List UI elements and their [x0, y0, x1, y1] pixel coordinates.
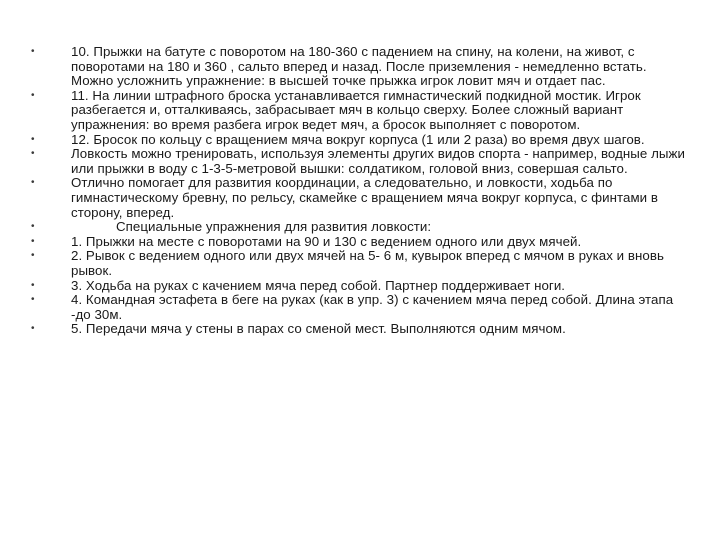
list-item-text: 11. На линии штрафного броска устанавливается гимнастический подкидной мостик. Игрок разбегается и, отталкиваясь, забрасывает мяч в кольцо сверху. Более сложный вариант упражнения: во время разбега игрок ведет мяч, а бросок выполняет с поворотом.: [71, 87, 641, 132]
list-item: [31, 233, 692, 250]
list-item-text: Ловкость можно тренировать, используя элементы других видов спорта - например, водные лыжи или прыжки в воду с 1-3-5-метровой вышки: солдатиком, головой вниз, совершая сальто.: [71, 146, 685, 176]
list-item: [31, 44, 692, 89]
list-item: [31, 277, 692, 294]
list-item-text: Отлично помогает для развития координации, а следовательно, и ловкости, ходьба по гимнастическому бревну, по рельсу, скамейке с вращением мяча вокруг корпуса, с финтами в сторону, вперед.: [71, 175, 658, 220]
bullet-icon: •: [31, 89, 35, 101]
list-item-text: 3. Ходьба на руках с качением мяча перед собой. Партнер поддерживает ноги.: [71, 277, 566, 293]
list-item: [31, 219, 692, 235]
list-item-text: 12. Бросок по кольцу с вращением мяча вокруг корпуса (1 или 2 раза) во время двух шагов.: [71, 131, 645, 147]
bullet-icon: •: [31, 133, 35, 145]
list-item-text: 1. Прыжки на месте с поворотами на 90 и 130 с ведением одного или двух мячей.: [71, 233, 582, 249]
list-item: [31, 87, 692, 133]
list-item-text: 10. Прыжки на батуте с поворотом на 180-360 с падением на спину, на колени, на живот, с поворотами на 180 и 360 , сальто вперед и назад. После приземления - немедленно встать. Можно усложнить упражнение: в высшей точке прыжка игрок ловит мяч и отдает пас.: [71, 44, 647, 89]
bullet-icon: •: [31, 323, 35, 335]
bullet-list: [31, 44, 692, 337]
list-item-text: 4. Командная эстафета в беге на руках (как в упр. 3) с качением мяча перед собой. Длина этапа -до 30м.: [71, 292, 674, 322]
bullet-icon: •: [31, 148, 35, 160]
list-item: [31, 248, 692, 278]
bullet-icon: •: [31, 46, 35, 57]
bullet-icon: •: [31, 221, 35, 233]
list-item-text: 5. Передачи мяча у стены в парах со сменой мест. Выполняются одним мячом.: [71, 321, 566, 337]
bullet-icon: •: [31, 279, 35, 291]
list-item: [31, 146, 692, 176]
bullet-icon: •: [31, 294, 35, 306]
list-item: [31, 131, 692, 148]
list-item: [31, 292, 692, 322]
section-heading: Специальные упражнения для развития ловкости:: [116, 219, 432, 235]
list-item: [31, 321, 692, 337]
bullet-icon: •: [31, 250, 35, 262]
list-item: [31, 175, 692, 220]
bullet-icon: •: [31, 177, 35, 189]
bullet-icon: •: [31, 235, 35, 247]
list-item-text: 2. Рывок с ведением одного или двух мячей на 5- 6 м, кувырок вперед с мячом в руках и вновь рывок.: [71, 248, 664, 278]
